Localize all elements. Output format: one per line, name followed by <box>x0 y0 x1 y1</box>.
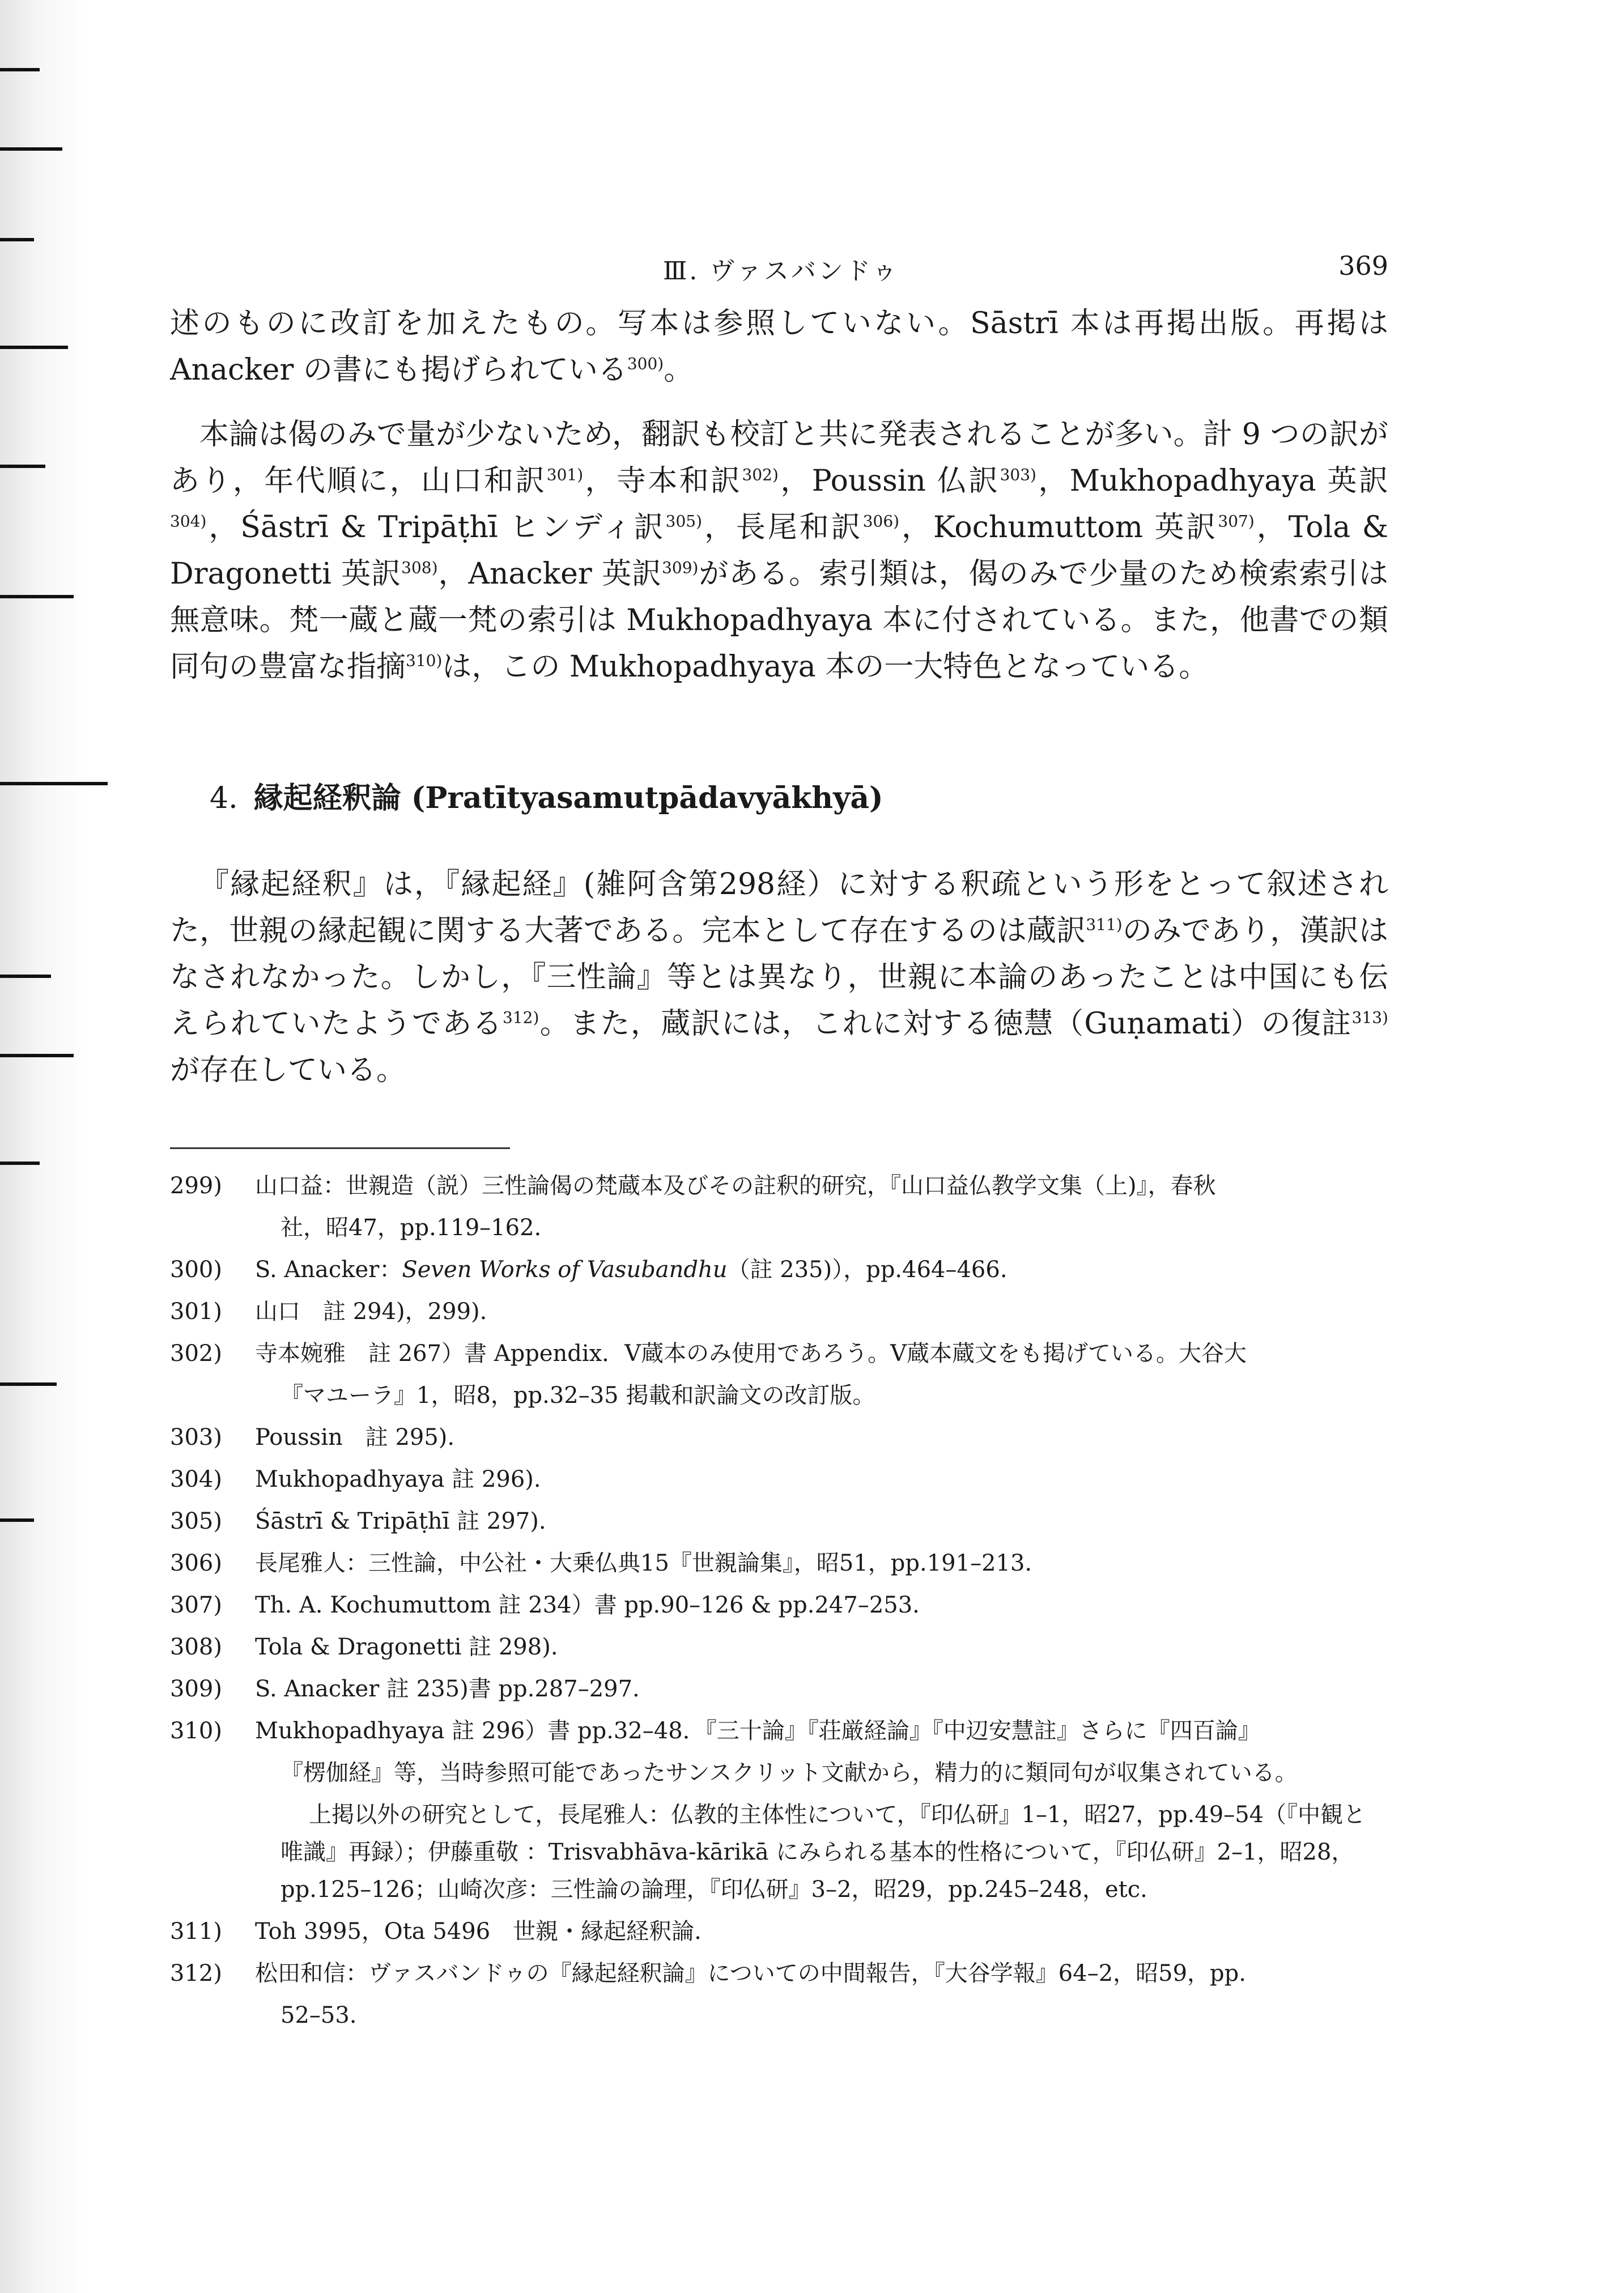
footnote-ref[interactable]: 304) <box>170 512 207 531</box>
footnote-ref[interactable]: 313) <box>1351 1008 1388 1027</box>
footnotes <box>170 1167 1388 2034</box>
scan-edge <box>0 0 85 2293</box>
text-run: が存在している。 <box>170 1053 406 1087</box>
binding-mark <box>0 975 51 978</box>
binding-mark <box>0 782 108 785</box>
binding-mark <box>0 1162 40 1165</box>
footnote-number: 309) <box>170 1676 222 1702</box>
footnote-ref[interactable]: 311) <box>1086 915 1123 934</box>
paragraph <box>170 861 1388 1094</box>
footnote <box>170 1251 1388 1288</box>
footnote-text: Mukhopadhyaya 註 296). <box>255 1466 541 1492</box>
footnote-text: Tola & Dragonetti 註 298). <box>255 1634 558 1660</box>
footnote-number: 311) <box>170 1918 222 1945</box>
footnote-number: 305) <box>170 1508 222 1534</box>
binding-mark <box>0 1054 74 1057</box>
footnote <box>170 1503 1388 1540</box>
footnote-number: 302) <box>170 1341 222 1367</box>
footnote-number: 304) <box>170 1466 222 1492</box>
text-run: がある。索引類は，偈のみで少量のため検索索引は無意味。梵一蔵と蔵一梵の索引は Mukhopadhyaya 本に付されている。また，他書での類同句の豊富な指摘 <box>170 557 1388 684</box>
footnote-text: 山口益：世親造（説）三性論偈の梵蔵本及びその註釈的研究，『山口益仏教学文集（上)』，春秋 <box>255 1173 1216 1199</box>
footnote-ref[interactable]: 312) <box>503 1008 539 1027</box>
binding-mark <box>0 238 34 241</box>
footnote-text: 寺本婉雅 註 267）書 Appendix．V蔵本のみ使用であろう。V蔵本蔵文をも掲げている。大谷大 <box>255 1341 1247 1367</box>
footnote-number: 301) <box>170 1299 222 1325</box>
book-title: Seven Works of Vasubandhu <box>402 1257 728 1283</box>
text-run: ，Kochumuttom 英訳 <box>899 510 1218 544</box>
footnote-number: 312) <box>170 1960 222 1986</box>
footnote <box>170 1545 1388 1582</box>
footnote-number: 308) <box>170 1634 222 1660</box>
text-run: 述のものに改訂を加えたもの。写本は参照していない。Sāstrī 本は再掲出版。再掲は Anacker の書にも掲げられている <box>170 307 1388 387</box>
text-run: （註 235)），pp.464–466. <box>727 1257 1007 1283</box>
binding-mark <box>0 346 68 349</box>
footnote <box>170 1335 1388 1414</box>
footnote-text: 長尾雅人：三性論，中公社・大乗仏典15『世親論集』，昭51，pp.191–213. <box>255 1550 1032 1576</box>
section-number: 4. <box>210 781 238 815</box>
text-run: 。また，蔵訳には，これに対する徳慧（Guṇamati）の復註 <box>539 1007 1352 1041</box>
binding-mark <box>0 465 45 468</box>
footnote <box>170 1913 1388 1950</box>
footnote-text: 山口 註 294)，299). <box>255 1299 487 1325</box>
footnote <box>170 1628 1388 1666</box>
footnote-ref[interactable]: 306) <box>862 512 900 531</box>
footnote-text: Th. A. Kochumuttom 註 234）書 pp.90–126 & pp.247–253. <box>255 1592 920 1618</box>
footnote-divider <box>170 1147 510 1149</box>
paragraph <box>170 411 1388 690</box>
text-run: 『縁起経釈』は，『縁起経』(雑阿含第298経）に対する釈疏という形をとって叙述された，世親の縁起観に関する大著である。完本として存在するのは蔵訳 <box>170 867 1388 948</box>
footnote <box>170 1293 1388 1330</box>
footnote-number: 299) <box>170 1173 222 1199</box>
footnote-continuation: 『マユーラ』1，昭8，pp.32–35 掲載和訳論文の改訂版。 <box>280 1382 875 1409</box>
section-title: 縁起経釈論 (Pratītyasamutpādavyākhyā) <box>253 781 883 815</box>
footnote-ref[interactable]: 302) <box>742 465 779 484</box>
footnote <box>170 1586 1388 1624</box>
footnote-number: 306) <box>170 1550 222 1576</box>
footnote-ref[interactable]: 300) <box>627 354 664 373</box>
footnote <box>170 1670 1388 1708</box>
text-run: のみであり，漢訳はなされなかった。しかし，『三性論』等とは異なり，世親に本論のあったことは中国にも伝えられていたようである <box>170 914 1388 1041</box>
footnote-text: Poussin 註 295). <box>255 1424 455 1450</box>
footnote <box>170 1712 1388 1908</box>
footnote-text: S. Anacker 註 235)書 pp.287–297. <box>255 1676 640 1702</box>
footnote-number: 303) <box>170 1424 222 1450</box>
footnote-continuation: 『楞伽経』等，当時参照可能であったサンスクリット文献から，精力的に類同句が収集されている。 <box>280 1760 1298 1786</box>
footnote-text: Toh 3995，Ota 5496 世親・縁起経釈論. <box>255 1918 702 1945</box>
text-run: 本論は偈のみで量が少ないため，翻訳も校訂と共に発表されることが多い。計 9 つの訳があり，年代順に，山口和訳 <box>170 418 1388 498</box>
footnote-extra: 上掲以外の研究として，長尾雅人：仏教的主体性について，『印仏研』1–1，昭27，pp.49–54（『中観と唯識』再録）；伊藤重敬 ：Trisvabhāva-kārikā にみられる基本的性格について，『印仏研』2–1，昭28，pp.125–126；山崎次彦：三性論の論理，『印仏研』3–2，昭29，pp.245–248，etc. <box>280 1802 1366 1903</box>
text-run: ，Anacker 英訳 <box>437 557 662 591</box>
text-run: ，長尾和訳 <box>702 510 863 544</box>
footnote-ref[interactable]: 307) <box>1218 512 1255 531</box>
text-run: ，Śāstrī & Tripāṭhī ヒンディ訳 <box>206 510 666 544</box>
footnote-continuation: 社，昭47，pp.119–162. <box>280 1215 542 1241</box>
binding-mark <box>0 68 40 71</box>
paragraph <box>170 300 1388 393</box>
footnote-continuation: 52–53. <box>280 2002 357 2028</box>
text-run: ，Tola & Dragonetti 英訳 <box>170 510 1388 591</box>
footnote-ref[interactable]: 310) <box>406 651 443 670</box>
text-run: は，この Mukhopadhyaya 本の一大特色となっている。 <box>442 650 1209 684</box>
text-run: 。 <box>664 353 694 387</box>
text-run: ，寺本和訳 <box>583 464 742 498</box>
footnote-ref[interactable]: 308) <box>401 558 438 577</box>
footnote-text: Mukhopadhyaya 註 296）書 pp.32–48．『三十論』『荘厳経論』『中辺安慧註』さらに『四百論』 <box>255 1718 1261 1744</box>
footnote <box>170 1461 1388 1498</box>
text-run: ，Mukhopadhyaya 英訳 <box>1036 464 1388 498</box>
footnote-ref[interactable]: 303) <box>1000 465 1036 484</box>
binding-mark <box>0 1518 34 1522</box>
binding-mark <box>0 1382 57 1386</box>
footnote-number: 307) <box>170 1592 222 1618</box>
binding-mark <box>0 595 74 598</box>
footnote-text <box>255 1251 1388 1288</box>
footnote-ref[interactable]: 301) <box>546 465 584 484</box>
footnote-number: 310) <box>170 1718 222 1744</box>
footnote <box>170 1955 1388 2034</box>
footnote-ref[interactable]: 309) <box>662 558 699 577</box>
section-heading <box>210 775 1388 822</box>
footnote-ref[interactable]: 305) <box>665 512 703 531</box>
text-run: S. Anacker： <box>255 1257 402 1283</box>
text-run: ，Poussin 仏訳 <box>778 464 1000 498</box>
body-text <box>170 300 1388 2039</box>
page-header <box>170 244 1388 289</box>
footnote-number: 300) <box>170 1257 222 1283</box>
footnote-text: Śāstrī & Tripāṭhī 註 297). <box>255 1508 546 1534</box>
binding-mark <box>0 147 62 151</box>
footnote <box>170 1167 1388 1247</box>
running-head: Ⅲ. ヴァスバンドゥ <box>663 257 899 286</box>
footnote <box>170 1419 1388 1456</box>
page-number: 369 <box>1338 250 1388 281</box>
footnote-text: 松田和信：ヴァスバンドゥの『縁起経釈論』についての中間報告，『大谷学報』64–2，昭59，pp. <box>255 1960 1246 1986</box>
